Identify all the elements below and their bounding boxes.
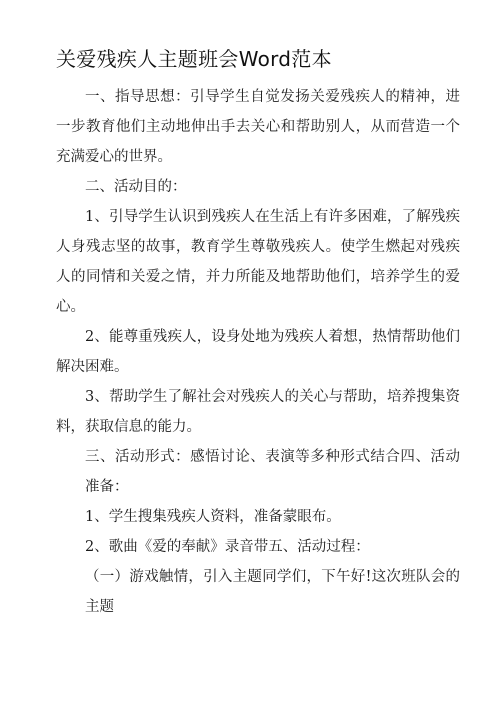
paragraph-purpose-2: 2、能尊重残疾人，设身处地为残疾人着想，热情帮助他们解决困难。 [56,329,460,375]
paragraph-process-1: （一）游戏触情，引入主题同学们，下午好!这次班队会的主题 [85,569,460,615]
paragraph-prep-1: 1、学生搜集残疾人资料，准备蒙眼布。 [85,509,341,525]
document-title: 关爱残疾人主题班会Word范本 [56,47,332,71]
paragraph-purpose-3: 3、帮助学生了解社会对残疾人的关心与帮助，培养搜集资料，获取信息的能力。 [56,389,460,435]
paragraph-guiding-ideology: 一、指导思想：引导学生自觉发扬关爱残疾人的精神，进一步教育他们主动地伸出手去关心和帮助别人，从而营造一个充满爱心的世界。 [56,89,460,165]
paragraph-activity-form: 三、活动形式：感悟讨论、表演等多种形式结合四、活动准备： [85,449,460,495]
paragraph-activity-purpose-heading: 二、活动目的： [85,179,187,195]
paragraph-prep-2: 2、歌曲《爱的奉献》录音带五、活动过程： [85,539,370,555]
paragraph-purpose-1: 1、引导学生认识到残疾人在生活上有许多困难，了解残疾人身残志坚的故事，教育学生尊敬残疾人。使学生燃起对残疾人的同情和关爱之情，并力所能及地帮助他们，培养学生的爱心。 [56,209,460,315]
